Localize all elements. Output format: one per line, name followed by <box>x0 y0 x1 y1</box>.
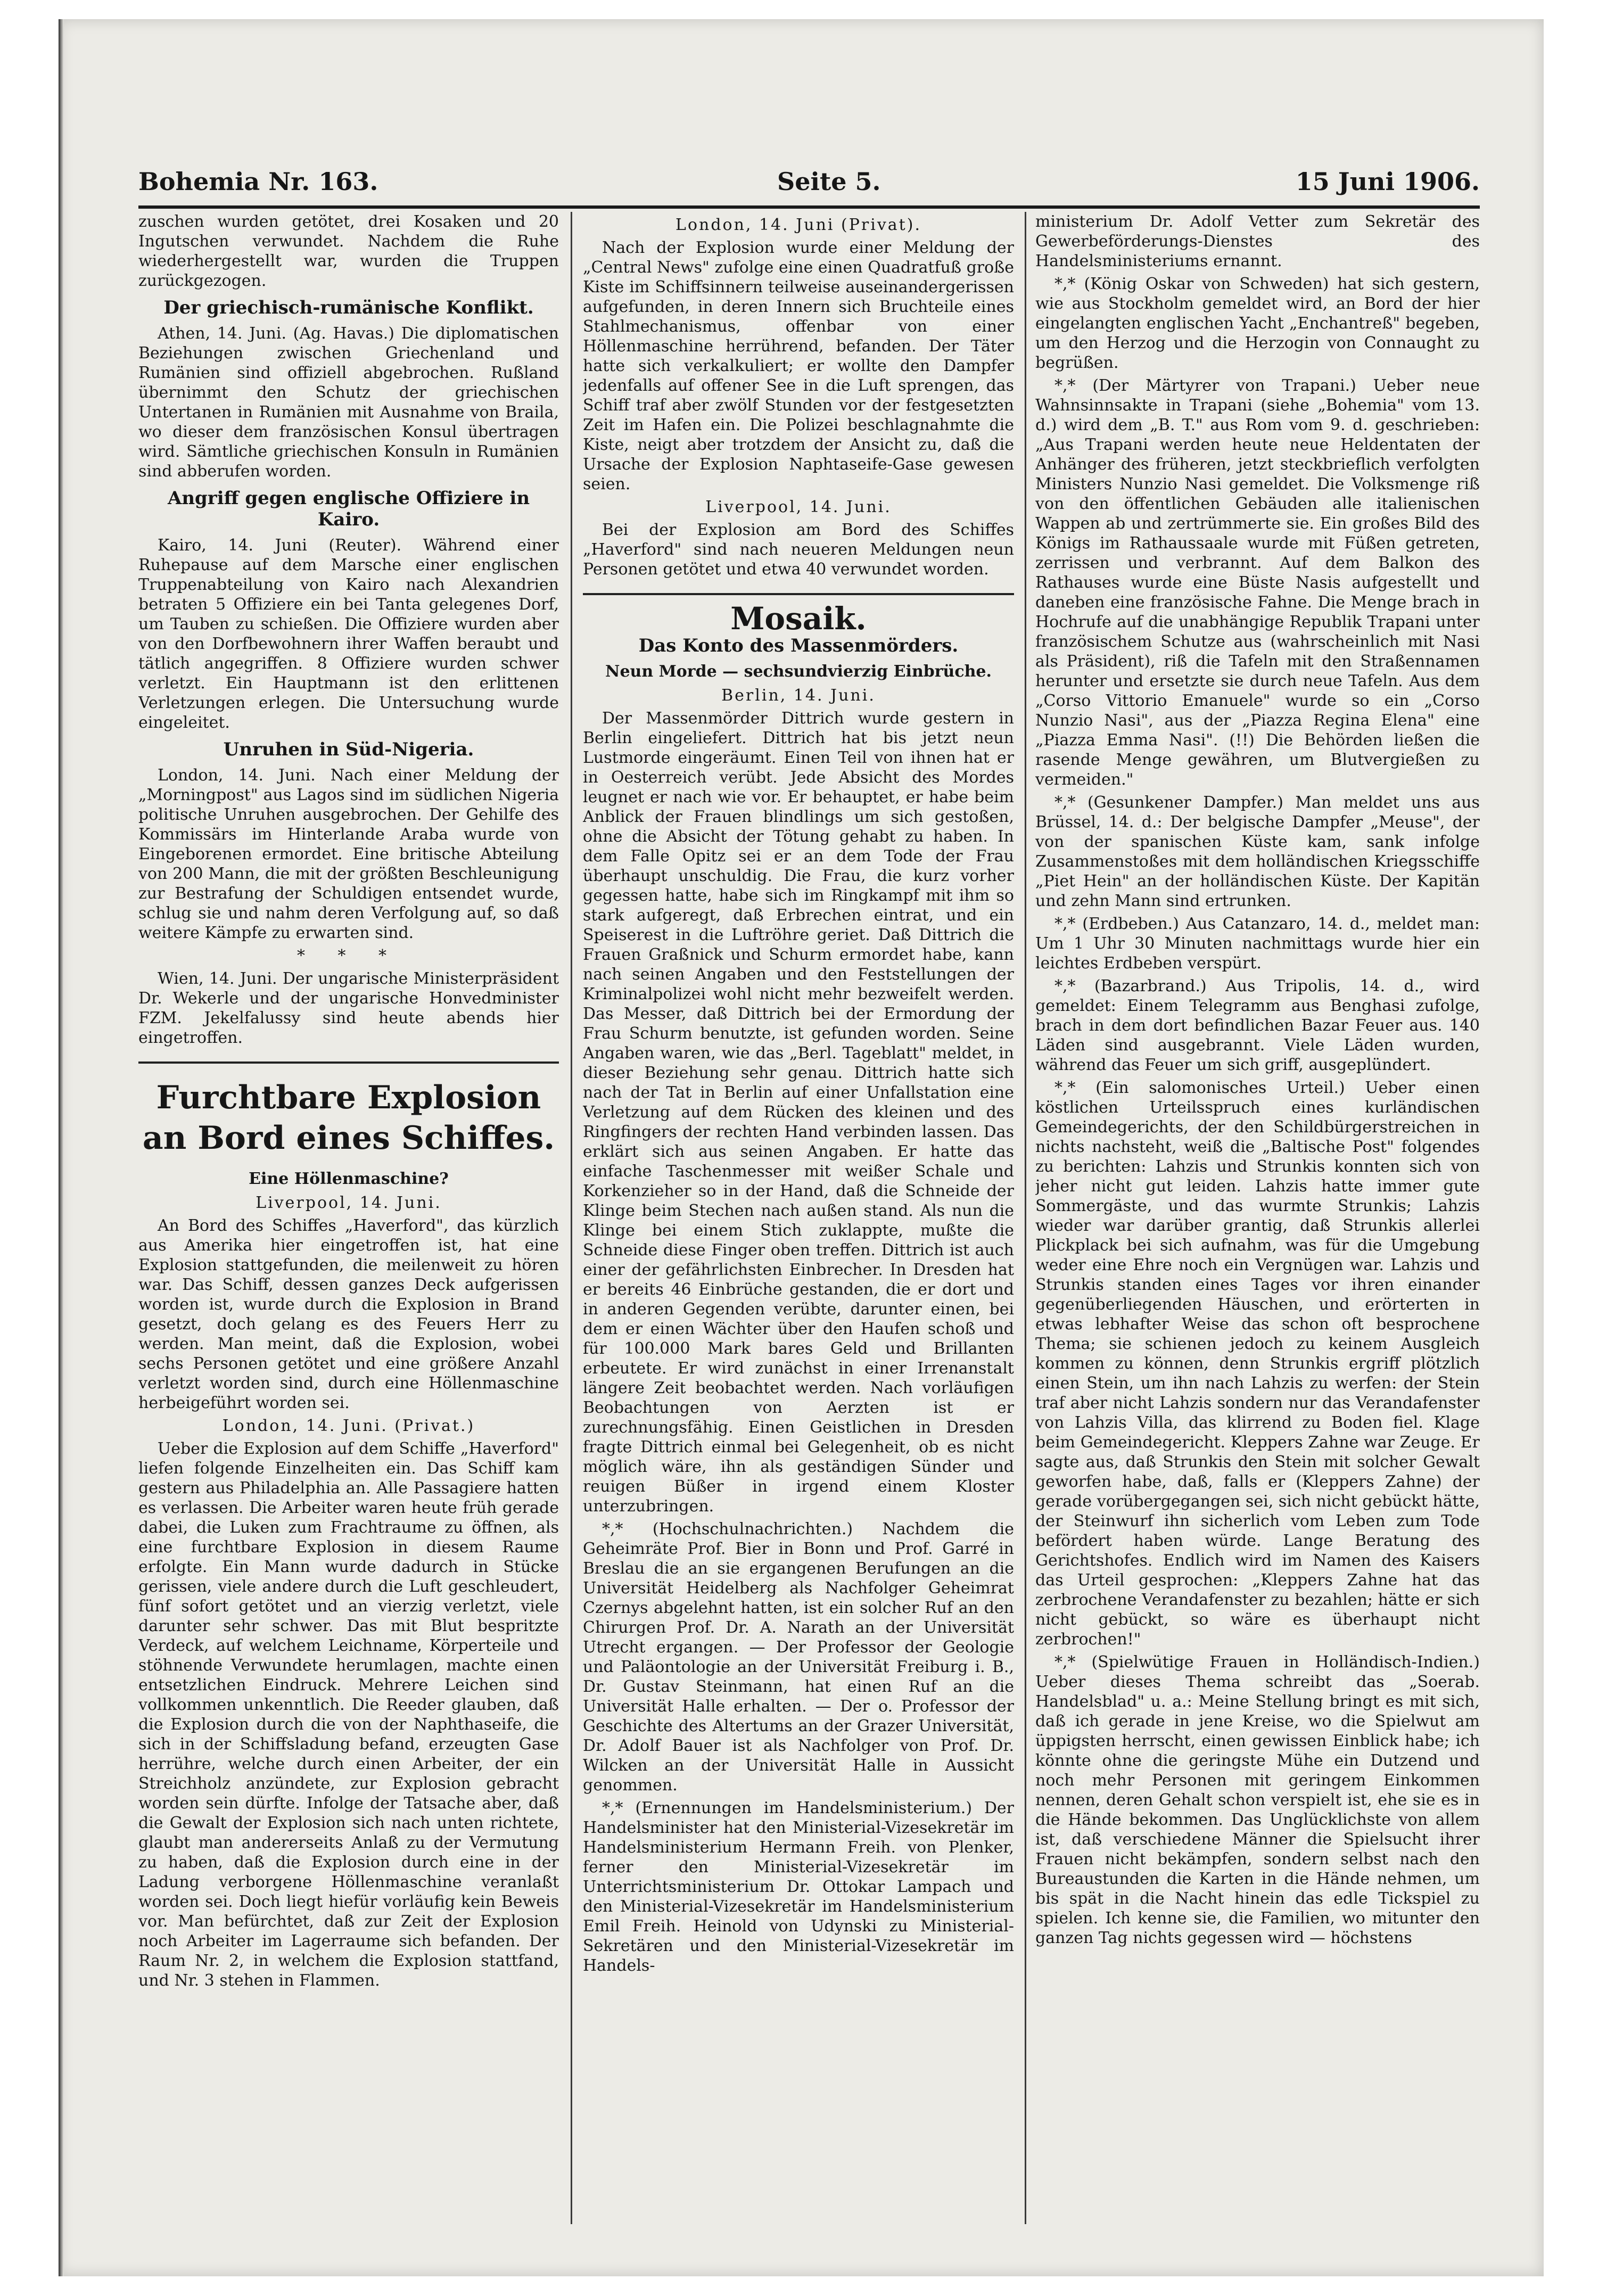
column-rule <box>571 212 572 2224</box>
article-dittrich: Der Massenmörder Dittrich wurde gestern in Berlin eingeliefert. Dittrich hat bis jetzt neun Lustmorde eingeräumt. Einen Teil von ihnen hat er in Oesterreich verübt. Jede Absicht des Mordes leugnet er nach wie vor. Er behauptet, er habe beim Anblick der Frauen blindlings um sich gestoßen, ohne die Absicht der Tötung gehabt zu haben. In dem Falle Opitz sei er an dem Tode der Frau überhaupt unschuldig. Die Frau, die kurz vorher gegessen hatte, habe sich im Ringkampf mit ihm so stark aufgeregt, daß Erbrechen eintrat, und ein Speiserest in die Luftröhre geriet. Daß Dittrich die Frauen Graßnick und Schurm ermordet habe, kann nach seinen Angaben und den Feststellungen der Kriminalpolizei wohl nicht mehr bezweifelt werden. Das Messer, daß Dittrich bei der Ermordung der Frau Schurm benutzte, ist gefunden worden. Seine Angaben waren, wie das „Berl. Tageblatt" meldet, in dieser Beziehung sehr genau. Dittrich hatte sich nach der Tat in Berlin auf einer Unfallstation eine Verletzung auf dem Rücken des kleinen und des Ringfingers der rechten Hand verbinden lassen. Das erklärt sich aus seinen Angaben. Er hatte das einfache Taschenmesser mit weißer Schale und Korkenzieher so in der Hand, daß die Schneide der Klinge beim Stechen nach außen stand. Als nun die Klinge bei einem Stich zuklappte, mußte die Schneide diese Finger oben treffen. Dittrich ist auch einer der gefährlichsten Einbrecher. In Dresden hat er bereits 46 Einbrüche gestanden, die er dort und in anderen Gegenden verübte, darunter einen, bei dem er einen Wächter über den Haufen schoß und für 100.000 Mark bares Geld und Brillanten erbeutete. Er wird zunächst in einer Irrenanstalt längere Zeit beobachtet werden. Nach vorläufigen Beobachtungen von Aerzten ist er zurechnungsfähig. Einen Geistlichen in Dresden fragte Dittrich einmal bei Gelegenheit, ob es nicht möglich wäre, ihn als geständigen Sünder und reuigen Büßer in irgend einem Kloster unterzubringen. <box>583 709 1014 1516</box>
page-edge <box>59 19 64 2276</box>
column-3 <box>1035 212 1480 2224</box>
article-university-news: *,* (Hochschulnachrichten.) Nachdem die Geheimräte Prof. Bier in Bonn und Prof. Garré in Breslau die an sie ergangenen Berufungen an die Universität Heidelberg als Nachfolger Geheimrat Czernys abgelehnt hatten, ist ein solcher Ruf an den Chirurgen Prof. Dr. A. Narath an der Universität Utrecht ergangen. — Der Professor der Geologie und Paläontologie an der Universität Freiburg i. B., Dr. Gustav Steinmann, hat einen Ruf an die Universität Halle erhalten. — Der o. Professor der Geschichte des Altertums an der Grazer Universität, Dr. Adolf Bauer ist als Nachfolger von Prof. Dr. Wilcken an der Universität Halle in Aussicht genommen. <box>583 1520 1014 1795</box>
article-sunken-steamer: *,* (Gesunkener Dampfer.) Man meldet uns aus Brüssel, 14. d.: Der belgische Dampfer „Meuse", der von der spanischen Küste kam, sank infolge Zusammenstoßes mit dem holländischen Kriegsschiffe „Piet Hein" an der holländischen Küste. Der Kapitän und zehn Mann sind ertrunken. <box>1035 793 1480 910</box>
article-gambling-women: *,* (Spielwütige Frauen in Holländisch-Indien.) Ueber dieses Thema schreibt das „Soerab. Handelsblad" u. a.: Meine Stellung bringt es mit sich, daß ich gerade in jene Kreise, wo die Spielwut am üppigsten herrscht, einen gewissen Einblick habe; ich könnte ohne die geringste Mühe ein Dutzend und noch mehr Personen mit geringem Einkommen nennen, deren Gehalt schon verspielt ist, ehe sie es in die Hände bekommen. Das Unglücklichste von allem ist, daß verschiedene Männer die Spielsucht ihrer Frauen nicht bekämpfen, sondern selbst nach den Bureaustunden die Karten in die Hände nehmen, um bis spät in die Nacht hinein das edle Tickspiel zu spielen. Ich kenne sie, die Familien, wo mitunter den ganzen Tag nichts gegessen wird — höchstens <box>1035 1653 1480 1947</box>
dateline-london-privat: London, 14. Juni. (Privat.) <box>222 1417 475 1435</box>
column-rule <box>1025 212 1026 2224</box>
headline-greek-romanian-conflict: Der griechisch-rumänische Konflikt. <box>163 297 534 318</box>
headline-nigeria: Unruhen in Süd-Nigeria. <box>223 739 474 760</box>
header-rule <box>138 205 1480 209</box>
section-stars: * * * <box>296 947 401 965</box>
masthead-issue: Bohemia Nr. 163. <box>138 167 378 196</box>
page-number: Seite 5. <box>777 167 881 196</box>
issue-date: 15 Juni 1906. <box>1295 167 1480 196</box>
article-vienna: Wien, 14. Juni. Der ungarische Ministerpräsident Dr. Wekerle und der ungarische Honvedminister FZM. Jekelfalussy sind heute abends hier eingetroffen. <box>138 969 559 1047</box>
dateline-liverpool: Liverpool, 14. Juni. <box>256 1194 442 1212</box>
article-cairo: Kairo, 14. Juni (Reuter). Während einer Ruhepause auf dem Marsche einer englischen Truppenabteilung von Kairo nach Alexandrien betraten 5 Offiziere ein bei Tanta gelegenes Dorf, um Tauben zu schießen. Die Offiziere wurden aber von den Dorfbewohnern ihrer Waffen beraubt und tätlich angegriffen. 8 Offiziere wurden schwer verletzt. Ein Hauptmann ist den erlittenen Verletzungen erlegen. Die Untersuchung wurde eingeleitet. <box>138 536 559 732</box>
column-2 <box>583 212 1014 2224</box>
article-bazaar-fire: *,* (Bazarbrand.) Aus Tripolis, 14. d., wird gemeldet: Einem Telegramm aus Benghasi zufolge, brach in dem dort befindlichen Bazar Feuer aus. 140 Läden sind ausgebrannt. Viele Läden wurden, während das Feuer um sich griff, ausgeplündert. <box>1035 977 1480 1074</box>
article-haverford-1: An Bord des Schiffes „Haverford", das kürzlich aus Amerika hier eingetroffen ist, hat eine Explosion stattgefunden, die meilenweit zu hören war. Das Schiff, dessen ganzes Deck aufgerissen worden ist, wurde durch die Explosion in Brand gesetzt, doch gelang es des Feuers Herr zu werden. Man meint, daß die Explosion, wobei sechs Personen getötet und eine größere Anzahl verletzt worden sind, durch eine Höllenmaschine herbeigeführt worden sei. <box>138 1216 559 1412</box>
subheadline-infernal-machine: Eine Höllenmaschine? <box>249 1170 449 1188</box>
article-liverpool: Bei der Explosion am Bord des Schiffes „Haverford" sind nach neueren Meldungen neun Personen getötet und etwa 40 verwundet worden. <box>583 521 1014 579</box>
dateline-london-privat: London, 14. Juni (Privat). <box>675 216 921 234</box>
headline-mass-murderer: Das Konto des Massenmörders. <box>638 635 959 656</box>
article-central-news: Nach der Explosion wurde einer Meldung der „Central News" zufolge eine einen Quadratfuß große Kiste im Schiffsinnern teilweise auseinandergerissen aufgefunden, in deren Innern sich Bruchteile eines Stahlmechanismus, offenbar von einer Höllenmaschine herrührend, befanden. Der Täter hatte sich verkalkuliert; er wollte den Dampfer jedenfalls auf offener See in die Luft sprengen, das Schiff traf aber zwölf Stunden vor der festgesetzten Zeit im Hafen ein. Die Polizei beschlagnahmte die Kiste, neigt aber trotzdem der Ansicht zu, daß die Ursache der Explosion Naphtaseife-Gase gewesen seien. <box>583 238 1014 493</box>
subheadline-nine-murders: Neun Morde — sechsundvierzig Einbrüche. <box>605 662 992 681</box>
article-king-oscar: *,* (König Oskar von Schweden) hat sich gestern, wie aus Stockholm gemeldet wird, an Bord der hier eingelangten englischen Yacht „Enchantreß" begeben, um den Herzog und die Herzogin von Connaught zu begrüßen. <box>1035 275 1480 372</box>
article-continuation: zuschen wurden getötet, drei Kosaken und 20 Ingutschen verwundet. Nachdem die Ruhe wiederhergestellt war, wurden die Truppen zurückgezogen. <box>138 212 559 290</box>
section-rule <box>138 1061 559 1064</box>
article-solomonic-judgment: *,* (Ein salomonisches Urteil.) Ueber einen köstlichen Urteilsspruch eines kurländischen Gemeindegerichts, der den Schildbürgerstreichen in nichts nachsteht, weiß die „Baltische Post" folgendes zu berichten: Lahzis und Strunkis konnten sich von jeher nicht gut leiden. Lahzis hatte immer gute Sommergäste, und das wurmte Strunkis; Lahzis wieder war darüber grantig, daß Strunkis allerlei Plickplack bei sich aufnahm, was für die Umgebung weder eine Ehre noch ein Vergnügen war. Lahzis und Strunkis standen eines Tages vor ihren einander gegenüberliegenden Häuschen, und erörterten in etwas lebhafter Weise das schon oft besprochene Thema; sie schienen jedoch zu keinem Ausgleich kommen zu können, denn Strunkis ergriff plötzlich einen Stein, um ihn nach Lahzis zu werfen: der Stein traf aber nicht Lahzis sondern nur das Verandafenster von Lahzis Villa, das klirrend zu Boden fiel. Klage beim Gemeindegericht. Kleppers Zahne war Zeuge. Er sagte aus, daß Strunkis den Stein mit solcher Gewalt geworfen habe, daß, falls er (Kleppers Zahne) der gerade vorübergegangen sei, sich nicht gebückt hätte, der Steinwurf ihn sicherlich vom Leben zum Tode befördert haben würde. Lange Beratung des Gerichtshofes. Endlich wird im Namen des Kaisers das Urteil gesprochen: „Kleppers Zahne hat das zerbrochene Verandafenster zu bezahlen; hätte er sich nicht gebückt, so wäre es überhaupt nicht zerbrochen!" <box>1035 1079 1480 1649</box>
article-earthquake: *,* (Erdbeben.) Aus Catanzaro, 14. d., meldet man: Um 1 Uhr 30 Minuten nachmittags wurde hier ein leichtes Erdbeben verspürt. <box>1035 915 1480 973</box>
article-greek-romanian: Athen, 14. Juni. (Ag. Havas.) Die diplomatischen Beziehungen zwischen Griechenland und Rumänien sind offiziell abgebrochen. Rußland übernimmt den Schutz der griechischen Untertanen in Rumänien mit Ausnahme von Braila, wo dieser dem französischen Konsul übertragen wird. Sämtliche griechischen Konsuln in Rumänien sind abberufen worden. <box>138 324 559 481</box>
article-appointments-continued: ministerium Dr. Adolf Vetter zum Sekretär des Gewerbeförderungs-Dienstes des Handelsministeriums ernannt. <box>1035 212 1480 270</box>
section-title-mosaik: Mosaik. <box>730 600 867 637</box>
headline-explosion: Furchtbare Explosion an Bord eines Schiffes. <box>142 1079 555 1157</box>
dateline-berlin: Berlin, 14. Juni. <box>721 686 876 705</box>
article-haverford-2: Ueber die Explosion auf dem Schiffe „Haverford" liefen folgende Einzelheiten ein. Das Schiff kam gestern aus Philadelphia an. Alle Passagiere hatten es verlassen. Die Arbeiter waren heute früh gerade dabei, die Luken zum Frachtraume zu öffnen, als eine furchtbare Explosion in diesem Raume erfolgte. Ein Mann wurde dadurch in Stücke gerissen, viele andere durch die Luft geschleudert, fünf sofort getötet und an vierzig verletzt, viele darunter sehr schwer. Das mit Blut bespritzte Verdeck, auf welchem Leichname, Körperteile und stöhnende Verwundete herumlagen, machte einen entsetzlichen Eindruck. Mehrere Leichen sind vollkommen unkenntlich. Die Reeder glauben, daß die Explosion durch die von der Naphthaseife, die sich in der Schiffsladung befand, erzeugten Gase herrühre, welche durch einen Arbeiter, der ein Streichholz anzündete, zur Explosion gebracht worden sein dürfte. Infolge der Tatsache aber, daß die Gewalt der Explosion sich nach unten richtete, glaubt man andererseits Anlaß zu der Vermutung zu haben, daß die Explosion durch eine in der Ladung verborgene Höllenmaschine veranlaßt worden sei. Doch liegt hiefür vorläufig kein Beweis vor. Man befürchtet, daß zur Zeit der Explosion noch Arbeiter im Lagerraume sich befanden. Der Raum Nr. 2, in welchem die Explosion stattfand, und Nr. 3 stehen in Flammen. <box>138 1439 559 1990</box>
section-rule <box>583 593 1014 595</box>
page-header <box>138 167 1480 204</box>
headline-cairo-attack: Angriff gegen englische Offiziere in Kairo. <box>167 488 530 530</box>
article-nigeria: London, 14. Juni. Nach einer Meldung der „Morningpost" aus Lagos sind im südlichen Nigeria politische Unruhen ausgebrochen. Der Gehilfe des Kommissärs im Hinterlande Araba wurde von Eingeborenen ermordet. Eine britische Abteilung von 200 Mann, die mit der größten Beschleunigung zur Bestrafung der Schuldigen entsendet wurde, schlug sie und nahm deren Verfolgung auf, so daß weitere Kämpfe zu erwarten sind. <box>138 766 559 942</box>
newspaper-page <box>59 19 1544 2276</box>
article-trapani: *,* (Der Märtyrer von Trapani.) Ueber neue Wahnsinnsakte in Trapani (siehe „Bohemia" vom 13. d.) wird dem „B. T." aus Rom vom 9. d. geschrieben: „Aus Trapani werden heute neue Heldentaten der Anhänger des früheren, jetzt steckbrieflich verfolgten Ministers Nunzio Nasi gemeldet. Die Volksmenge riß von den öffentlichen Gebäuden alle italienischen Wappen ab und zertrümmerte sie. Ein großes Bild des Königs im Rathaussaale wurde mit Füßen getreten, zerrissen und verbrannt. Auf dem Balkon des Rathauses wurde eine Büste Nasis aufgestellt und daneben eine französische Fahne. Die Menge brach in Hochrufe auf die unabhängige Republik Trapani unter französischem Schutze aus (wahrscheinlich mit Nasi als Präsident), riß die Tafeln mit den Straßennamen herunter und ersetzte sie durch neue Tafeln. Aus dem „Corso Vittorio Emanuele" wurde so ein „Corso Nunzio Nasi", aus der „Piazza Regina Elena" eine „Piazza Emma Nasi". (!!) Die Behörden ließen die rasende Menge gewähren, um Blutvergießen zu vermeiden." <box>1035 376 1480 789</box>
column-1 <box>138 212 559 2224</box>
article-appointments: *,* (Ernennungen im Handelsministerium.) Der Handelsminister hat den Ministerial-Vizesekretär im Handelsministerium Hermann Freih. von Plenker, ferner den Ministerial-Vizesekretär im Unterrichtsministerium Dr. Ottokar Lampach und den Ministerial-Vizesekretär im Handelsministerium Emil Freih. Heinold von Udynski zu Ministerial-Sekretären und den Ministerial-Vizesekretär im Handels- <box>583 1799 1014 1975</box>
dateline-liverpool: Liverpool, 14. Juni. <box>705 498 892 516</box>
